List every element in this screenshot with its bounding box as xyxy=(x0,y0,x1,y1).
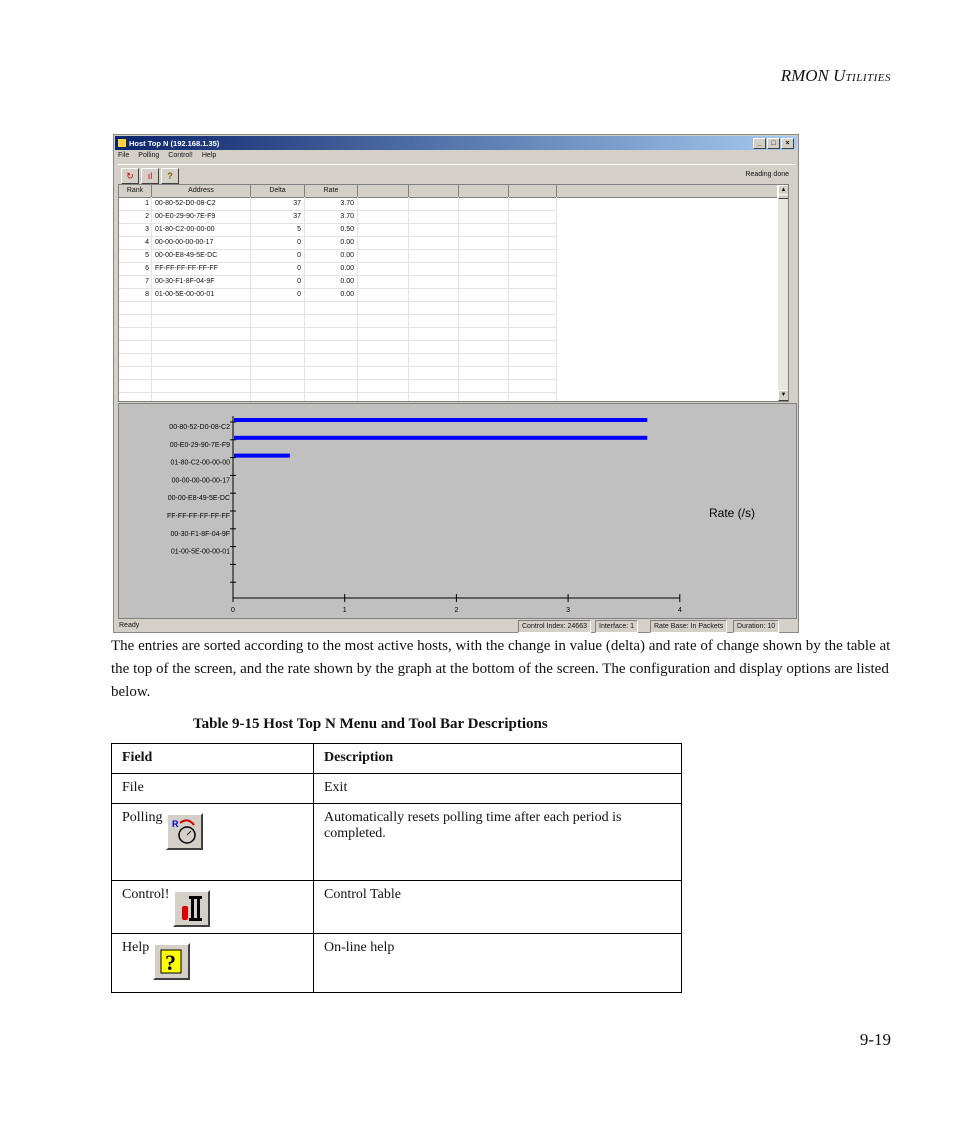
cell-delta: 5 xyxy=(297,226,301,233)
table-header-row xyxy=(112,744,682,774)
status-duration: Duration: 10 xyxy=(733,620,779,633)
status-interface: Interface: 1 xyxy=(595,620,638,633)
field-cell: Help xyxy=(122,940,150,955)
cell-delta: 0 xyxy=(297,265,301,272)
cell-delta: 37 xyxy=(293,213,301,220)
bar xyxy=(234,436,647,440)
menu-control[interactable]: Control! xyxy=(168,152,193,159)
toolbar xyxy=(118,164,795,185)
y-tick-label: 00-80-52-D0-08-C2 xyxy=(169,424,230,431)
cell-address: 00-00-E8-49-5E-DC xyxy=(155,252,218,259)
svg-text:?: ? xyxy=(165,950,177,975)
cell-rate: 0.00 xyxy=(340,265,354,272)
table-scrollbar[interactable] xyxy=(778,185,788,401)
cell-address: 01-80-C2-00-00-00 xyxy=(155,226,215,233)
col-empty xyxy=(459,185,509,198)
host-top-n-window xyxy=(113,134,799,633)
app-icon xyxy=(118,139,126,147)
grid-line xyxy=(119,392,556,393)
grid-line xyxy=(508,197,509,401)
host-table xyxy=(118,184,789,402)
cell-address: FF-FF-FF-FF-FF-FF xyxy=(155,265,218,272)
page-number: 9-19 xyxy=(859,1030,891,1049)
table-row xyxy=(112,774,682,804)
cell-delta: 0 xyxy=(297,252,301,259)
cell-address: 00-30-F1-8F-04-9F xyxy=(155,278,215,285)
polling-icon xyxy=(166,813,203,850)
cell-rate: 3.70 xyxy=(340,213,354,220)
minimize-button[interactable]: _ xyxy=(753,138,766,149)
col-empty xyxy=(358,185,409,198)
control-icon xyxy=(173,890,210,927)
description-cell: On-line help xyxy=(314,934,682,993)
field-cell: File xyxy=(112,774,314,804)
axis-label-rate: Rate (/s) xyxy=(709,506,756,520)
grid-line xyxy=(119,366,556,367)
cell-rate: 0.50 xyxy=(340,226,354,233)
table-row xyxy=(112,881,682,934)
y-tick-label: 00-00-E8-49-5E-DC xyxy=(167,495,230,503)
y-tick-label: 00-E0-29-90-7E-F9 xyxy=(169,441,230,449)
grid-line xyxy=(458,197,459,401)
scroll-down-arrow[interactable]: ▼ xyxy=(778,390,789,401)
rate-chart xyxy=(118,403,797,619)
y-tick-label: 01-00-5E-00-00-01 xyxy=(170,548,230,556)
cell-rank: 2 xyxy=(145,213,149,220)
col-address[interactable]: Address xyxy=(152,185,251,198)
menu-file[interactable]: File xyxy=(118,152,130,159)
cell-delta: 0 xyxy=(297,239,301,246)
control-icon[interactable]: ıl xyxy=(141,168,159,184)
header-field: Field xyxy=(112,744,314,774)
y-tick-label: 00-00-00-00-00-17 xyxy=(171,477,230,485)
grid-line xyxy=(151,197,152,401)
table-row xyxy=(112,934,682,993)
menu-polling[interactable]: Polling xyxy=(138,152,160,159)
status-rate-base: Rate Base: In Packets xyxy=(650,620,727,633)
status-bar xyxy=(116,620,796,632)
maximize-button[interactable]: □ xyxy=(767,138,780,149)
cell-rate: 0.00 xyxy=(340,291,354,298)
cell-rate: 3.70 xyxy=(340,200,354,207)
col-empty xyxy=(409,185,459,198)
y-tick-label: 01-80-C2-00-00-00 xyxy=(170,459,230,467)
title-bar xyxy=(115,136,797,150)
col-filler xyxy=(557,185,777,198)
scroll-thumb[interactable] xyxy=(778,194,789,199)
col-delta[interactable]: Delta xyxy=(251,185,305,198)
menu-bar xyxy=(118,152,216,159)
status-ready: Ready xyxy=(119,622,140,629)
field-cell: Polling xyxy=(122,810,163,825)
cell-delta: 0 xyxy=(297,291,301,298)
cell-rank: 1 xyxy=(145,200,149,207)
cell-address: 00-E0-29-90-7E-F9 xyxy=(155,213,216,220)
cell-rank: 4 xyxy=(145,239,149,246)
description-cell: Exit xyxy=(314,774,682,804)
status-text: Reading done xyxy=(745,171,789,178)
x-tick-label: 1 xyxy=(342,607,347,614)
cell-address: 00-00-00-00-00-17 xyxy=(155,239,214,246)
grid-line xyxy=(119,327,556,328)
cell-rank: 5 xyxy=(145,252,149,259)
scroll-up-arrow[interactable]: ▲ xyxy=(778,185,789,196)
col-empty xyxy=(509,185,557,198)
cell-rate: 0.00 xyxy=(340,278,354,285)
x-tick-label: 3 xyxy=(566,607,571,614)
grid-line xyxy=(119,379,556,380)
running-header: RMON UTILITIES xyxy=(780,66,891,85)
cell-address: 00-80-52-D0-08-C2 xyxy=(155,200,216,207)
grid-line xyxy=(119,301,556,302)
polling-icon[interactable]: ↻ xyxy=(121,168,139,184)
y-tick-label: 00-30-F1-8F-04-9F xyxy=(170,530,230,538)
bar xyxy=(234,418,647,422)
field-cell: Control! xyxy=(122,887,170,902)
grid-line xyxy=(408,197,409,401)
grid-line xyxy=(357,197,358,401)
svg-text:R: R xyxy=(172,819,179,829)
grid-line xyxy=(556,197,557,401)
cell-rank: 7 xyxy=(145,278,149,285)
body-paragraph: The entries are sorted according to the most active hosts, with the change in value (delta) and rate of change shown by the table at the top of the screen, and the rate shown by the graph at the bottom of the screen. The configuration and display options are listed below. xyxy=(111,638,891,700)
cell-delta: 37 xyxy=(293,200,301,207)
header-description: Description xyxy=(314,744,682,774)
status-control-index: Control Index: 24663 xyxy=(518,620,591,633)
cell-delta: 0 xyxy=(297,278,301,285)
cell-rank: 6 xyxy=(145,265,149,272)
description-cell: Automatically resets polling time after each period is completed. xyxy=(314,804,682,881)
table-caption: Table 9-15 Host Top N Menu and Tool Bar Descriptions xyxy=(193,716,548,732)
description-table xyxy=(111,743,682,993)
x-tick-label: 2 xyxy=(454,607,459,614)
menu-help[interactable]: Help xyxy=(201,152,217,159)
rate-chart-svg xyxy=(119,404,796,618)
grid-line xyxy=(119,314,556,315)
x-tick-label: 0 xyxy=(231,607,235,614)
description-cell: Control Table xyxy=(314,881,682,934)
cell-rank: 3 xyxy=(145,226,149,233)
cell-rate: 0.00 xyxy=(340,239,354,246)
bar xyxy=(234,454,290,458)
window-title: Host Top N (192.168.1.35) xyxy=(129,139,220,148)
grid-line xyxy=(119,353,556,354)
table-row xyxy=(112,804,682,881)
cell-rank: 8 xyxy=(145,291,149,298)
grid-line xyxy=(119,340,556,341)
x-tick-label: 4 xyxy=(677,607,682,614)
help-icon[interactable]: ? xyxy=(161,168,179,184)
cell-rate: 0.00 xyxy=(340,252,354,259)
help-icon xyxy=(153,943,190,980)
y-tick-label: FF-FF-FF-FF-FF-FF xyxy=(167,513,230,520)
col-rank[interactable]: Rank xyxy=(119,185,152,198)
cell-address: 01-00-5E-00-00-01 xyxy=(155,291,215,298)
col-rate[interactable]: Rate xyxy=(305,185,358,198)
close-button[interactable]: × xyxy=(781,138,794,149)
